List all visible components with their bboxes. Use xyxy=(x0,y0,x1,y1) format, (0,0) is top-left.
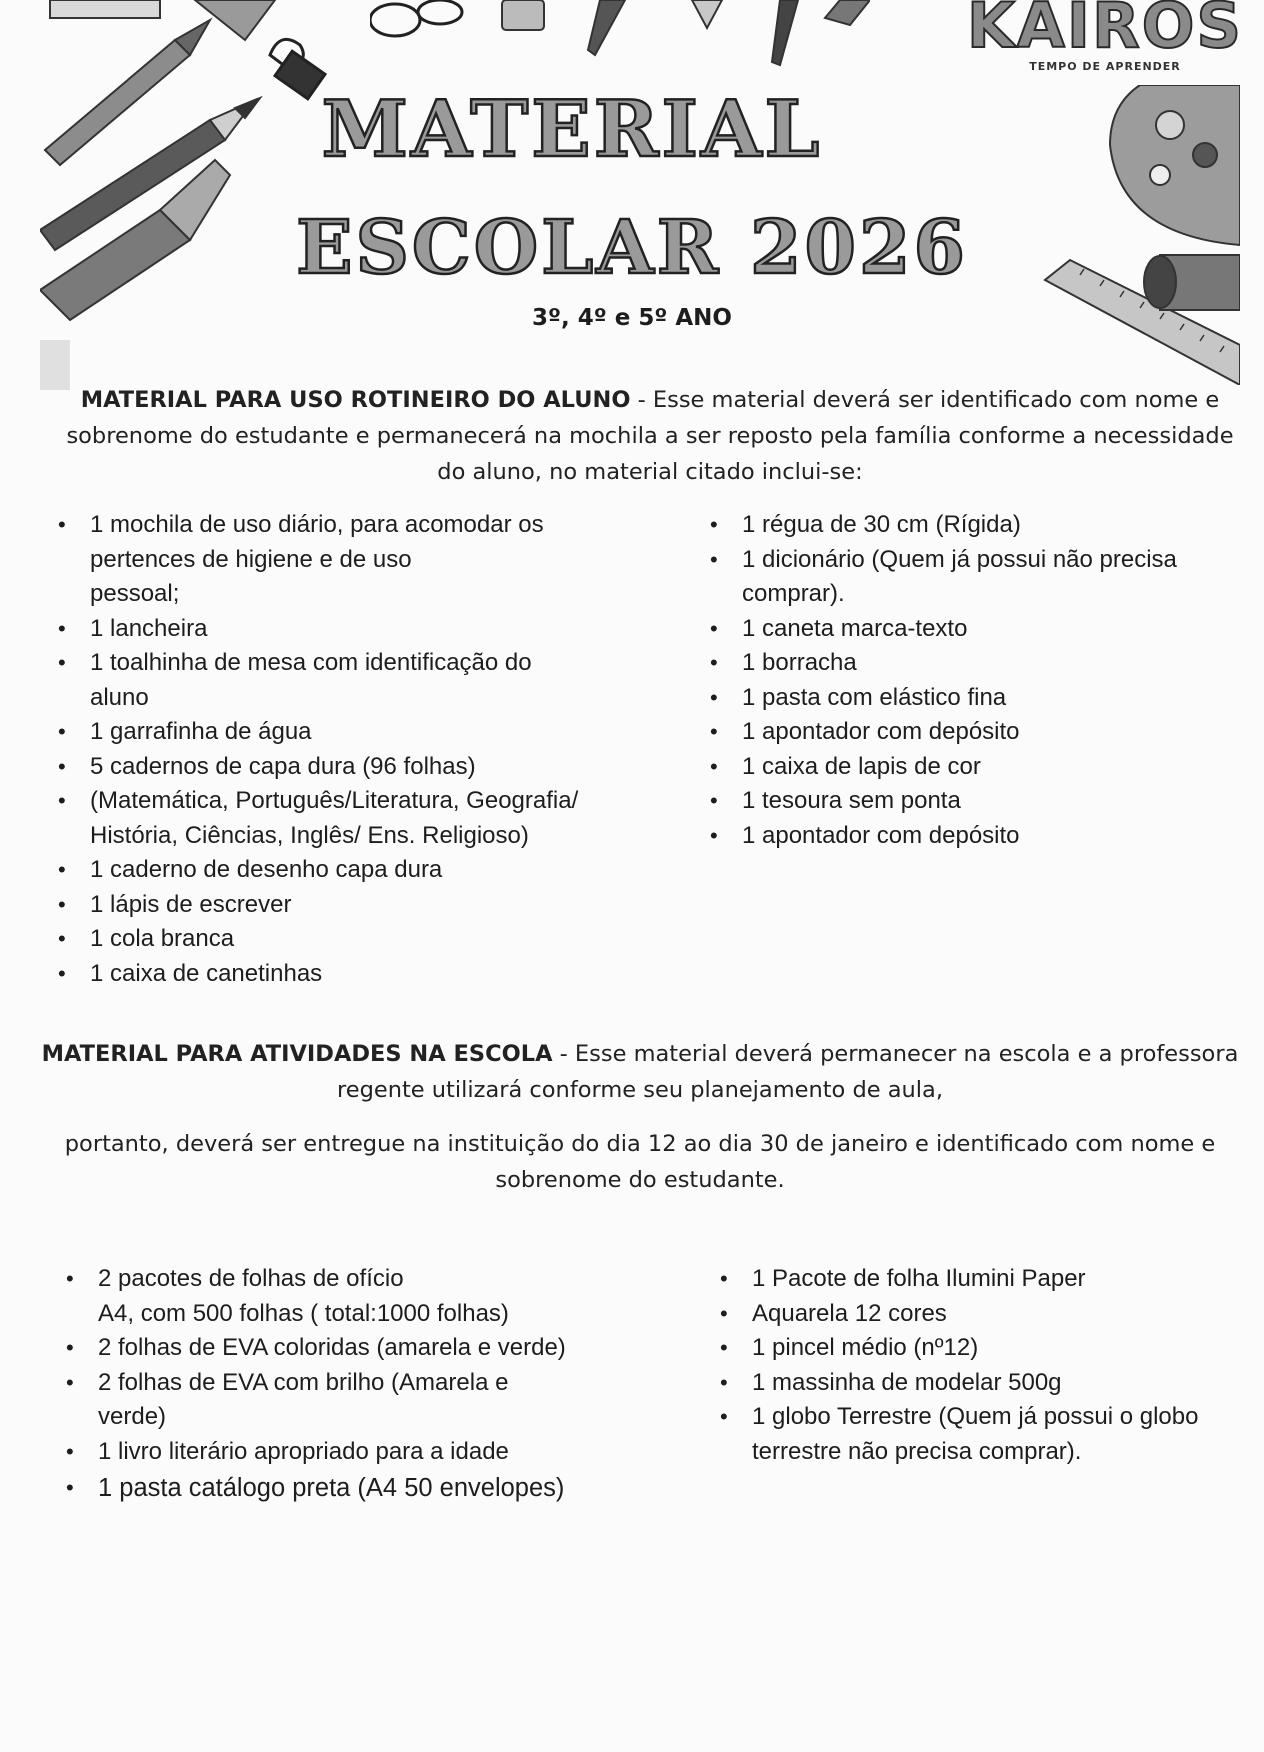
list-item: • 1 dicionário (Quem já possui não precisa xyxy=(702,543,1222,578)
list-item-continuation: pessoal; xyxy=(90,580,180,607)
routine-section-intro xyxy=(60,382,1240,490)
list-item: • 1 caixa de canetinhas xyxy=(50,957,610,992)
school-section-intro xyxy=(40,1036,1240,1108)
top-supplies-illustration xyxy=(370,0,870,75)
routine-list-right xyxy=(702,508,1222,853)
list-item: • 2 pacotes de folhas de ofício xyxy=(58,1262,618,1297)
list-item-continuation: comprar). xyxy=(742,580,845,607)
school-section-heading: MATERIAL PARA ATIVIDADES NA ESCOLA xyxy=(41,1041,553,1067)
art-supplies-illustration xyxy=(40,0,340,390)
list-item-continuation: pertences de higiene e de uso xyxy=(90,545,412,573)
list-item-continuation: aluno xyxy=(90,683,149,711)
list-item: • 1 caixa de lapis de cor xyxy=(702,750,1222,785)
routine-intro-line-3: do aluno, no material citado inclui-se: xyxy=(437,459,863,485)
list-item: • 1 toalhinha de mesa com identificação do xyxy=(50,646,610,681)
school-list-left xyxy=(58,1262,618,1506)
school-intro-line-3: portanto, deverá ser entregue na instituição do dia 12 ao dia 30 de janeiro e identificado com nome e xyxy=(64,1131,1216,1157)
list-item: • 1 cola branca xyxy=(50,922,610,957)
list-item-continuation: terrestre não precisa comprar). xyxy=(752,1437,1082,1465)
list-item-continuation: A4, com 500 folhas ( total:1000 folhas) xyxy=(98,1299,509,1327)
school-intro-line-2: regente utilizará conforme seu planejamento de aula, xyxy=(337,1077,943,1103)
list-item: • 1 mochila de uso diário, para acomodar os xyxy=(50,508,610,543)
school-intro-line-1 xyxy=(40,1036,1240,1072)
list-item: • 1 globo Terrestre (Quem já possui o globo xyxy=(712,1400,1232,1435)
routine-section-heading: MATERIAL PARA USO ROTINEIRO DO ALUNO xyxy=(80,387,631,413)
grade-levels: 3º, 4º e 5º ANO xyxy=(532,305,732,331)
list-item: • 1 pasta catálogo preta (A4 50 envelopes) xyxy=(58,1471,618,1506)
list-item: • 1 lancheira xyxy=(50,612,610,647)
list-item: • 1 apontador com depósito xyxy=(702,819,1222,854)
list-item: • 1 tesoura sem ponta xyxy=(702,784,1222,819)
school-list-right xyxy=(712,1262,1232,1469)
list-item: • 1 caneta marca-texto xyxy=(702,612,1222,647)
routine-intro-text-1: - Esse material deverá ser identificado com nome e xyxy=(637,387,1220,413)
list-item-continuation: História, Ciências, Inglês/ Ens. Religioso) xyxy=(90,821,529,849)
list-item: • 1 lápis de escrever xyxy=(50,888,610,923)
list-item: • 1 caderno de desenho capa dura xyxy=(50,853,610,888)
list-item: • 1 régua de 30 cm (Rígida) xyxy=(702,508,1222,543)
brand-tagline: TEMPO DE APRENDER xyxy=(1029,60,1181,73)
list-item: • 1 livro literário apropriado para a idade xyxy=(58,1435,618,1470)
routine-list-left xyxy=(50,508,610,991)
list-item: • 1 apontador com depósito xyxy=(702,715,1222,750)
list-item: • (Matemática, Português/Literatura, Geografia/ xyxy=(50,784,610,819)
page-title-line-2: ESCOLAR 2026 xyxy=(296,205,968,291)
brand-name: KAIROS xyxy=(966,0,1244,62)
list-item: • 1 garrafinha de água xyxy=(50,715,610,750)
list-item: • 1 pasta com elástico fina xyxy=(702,681,1222,716)
list-item: • 1 massinha de modelar 500g xyxy=(712,1366,1232,1401)
routine-intro-line-2: sobrenome do estudante e permanecerá na mochila a ser reposto pela família conforme a necessidade xyxy=(66,423,1234,449)
list-item: • 1 Pacote de folha Ilumini Paper xyxy=(712,1262,1232,1297)
list-item: • 2 folhas de EVA coloridas (amarela e verde) xyxy=(58,1331,618,1366)
list-item: • 1 pincel médio (nº12) xyxy=(712,1331,1232,1366)
school-intro-line-4: sobrenome do estudante. xyxy=(495,1167,785,1193)
school-section-delivery xyxy=(60,1126,1220,1198)
list-item-continuation: verde) xyxy=(98,1403,167,1430)
routine-intro-line-1 xyxy=(60,382,1240,418)
page-title-line-1: MATERIAL xyxy=(321,84,823,175)
school-intro-text-1: - Esse material deverá permanecer na escola e a professora xyxy=(559,1041,1239,1067)
list-item: • 5 cadernos de capa dura (96 folhas) xyxy=(50,750,610,785)
list-item: • Aquarela 12 cores xyxy=(712,1297,1232,1332)
list-item: • 1 borracha xyxy=(702,646,1222,681)
list-item: • 2 folhas de EVA com brilho (Amarela e xyxy=(58,1366,618,1401)
brand-logo xyxy=(965,0,1245,80)
